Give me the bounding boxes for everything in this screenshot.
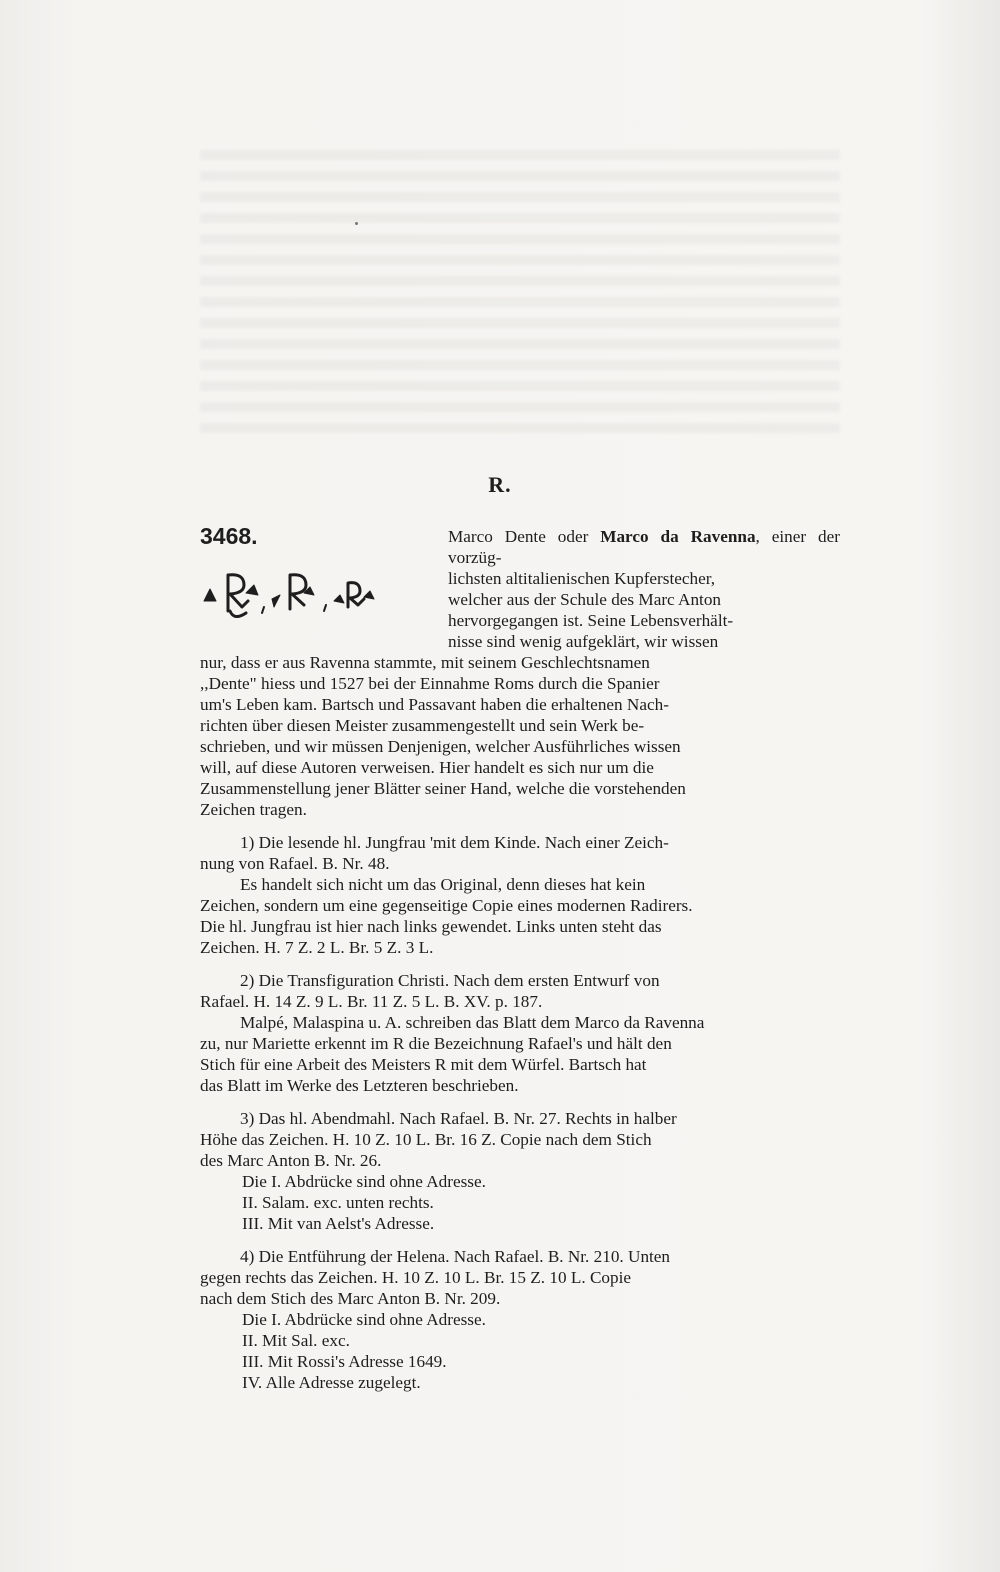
state-line: II. Mit Sal. exc. bbox=[242, 1331, 350, 1350]
item-title: 3) Das hl. Abendmahl. Nach Rafael. B. Nr. 27. Rechts in halber bbox=[240, 1109, 677, 1128]
text-line: Malpé, Malaspina u. A. schreiben das Blatt dem Marco da Ravenna bbox=[240, 1013, 705, 1032]
text-line: Zeichen. H. 7 Z. 2 L. Br. 5 Z. 3 L. bbox=[200, 938, 434, 957]
state-line: Die I. Abdrücke sind ohne Adresse. bbox=[242, 1172, 486, 1191]
text-line: Zeichen, sondern um eine gegenseitige Copie eines modernen Radirers. bbox=[200, 896, 693, 915]
text-line: zu, nur Mariette erkennt im R die Bezeichnung Rafael's und hält den bbox=[200, 1034, 672, 1053]
text-line: Es handelt sich nicht um das Original, denn dieses hat kein bbox=[240, 875, 646, 894]
item-title: 2) Die Transfiguration Christi. Nach dem ersten Entwurf von bbox=[240, 971, 660, 990]
text-line: des Marc Anton B. Nr. 26. bbox=[200, 1151, 382, 1170]
text-line: richten über diesen Meister zusammengestellt und sein Werk be- bbox=[200, 716, 645, 735]
entry-subject-plain: Marco Dente oder bbox=[448, 527, 589, 546]
text-line: gegen rechts das Zeichen. H. 10 Z. 10 L. Br. 15 Z. 10 L. Copie bbox=[200, 1268, 632, 1287]
section-letter: R. bbox=[488, 472, 512, 497]
text-line: welcher aus der Schule des Marc Anton bbox=[448, 590, 722, 609]
item-title: 1) Die lesende hl. Jungfrau 'mit dem Kinde. Nach einer Zeich- bbox=[240, 833, 669, 852]
text-line: Zeichen tragen. bbox=[200, 800, 307, 819]
text-line: das Blatt im Werke des Letzteren beschrieben. bbox=[200, 1076, 519, 1095]
state-line: IV. Alle Adresse zugelegt. bbox=[242, 1373, 421, 1392]
state-line: III. Mit Rossi's Adresse 1649. bbox=[242, 1352, 447, 1371]
text-line: Rafael. H. 14 Z. 9 L. Br. 11 Z. 5 L. B. XV. p. 187. bbox=[200, 992, 543, 1011]
text-line: schrieben, und wir müssen Denjenigen, welcher Ausführliches wissen bbox=[200, 737, 681, 756]
monogram-marks bbox=[200, 561, 440, 621]
text-line: lichsten altitalienischen Kupferstecher, bbox=[448, 569, 716, 588]
text-line: nur, dass er aus Ravenna stammte, mit seinem Geschlechtsnamen bbox=[200, 653, 650, 672]
text-line: nung von Rafael. B. Nr. 48. bbox=[200, 854, 390, 873]
text-line: , einer der vorzüg- bbox=[448, 527, 841, 567]
entry-heading-left bbox=[200, 523, 448, 621]
entry-heading-right bbox=[448, 526, 840, 652]
text-line: ,,Dente" hiess und 1527 bei der Einnahme Roms durch die Spanier bbox=[200, 674, 660, 693]
ink-speck bbox=[355, 222, 358, 225]
state-line: Die I. Abdrücke sind ohne Adresse. bbox=[242, 1310, 486, 1329]
state-line: II. Salam. exc. unten rechts. bbox=[242, 1193, 434, 1212]
item-title: 4) Die Entführung der Helena. Nach Rafael. B. Nr. 210. Unten bbox=[240, 1247, 671, 1266]
text-line: Die hl. Jungfrau ist hier nach links gewendet. Links unten steht das bbox=[200, 917, 662, 936]
entry-subject-bold: Marco da Ravenna bbox=[600, 527, 756, 546]
state-line: III. Mit van Aelst's Adresse. bbox=[242, 1214, 435, 1233]
text-line: Zusammenstellung jener Blätter seiner Hand, welche die vorstehenden bbox=[200, 779, 686, 798]
entry-heading bbox=[200, 523, 841, 652]
text-line: nisse sind wenig aufgeklärt, wir wissen bbox=[448, 632, 719, 651]
entry-text bbox=[200, 523, 841, 1393]
text-line: Stich für eine Arbeit des Meisters R mit dem Würfel. Bartsch hat bbox=[200, 1055, 647, 1074]
text-line: Höhe das Zeichen. H. 10 Z. 10 L. Br. 16 Z. Copie nach dem Stich bbox=[200, 1130, 652, 1149]
text-line: hervorgegangen ist. Seine Lebensverhält- bbox=[448, 611, 734, 630]
text-line: nach dem Stich des Marc Anton B. Nr. 209. bbox=[200, 1289, 501, 1308]
entry-number: 3468. bbox=[200, 523, 258, 549]
show-through-text bbox=[200, 150, 840, 440]
text-line: um's Leben kam. Bartsch und Passavant haben die erhaltenen Nach- bbox=[200, 695, 669, 714]
text-line: will, auf diese Autoren verweisen. Hier handelt es sich nur um die bbox=[200, 758, 654, 777]
